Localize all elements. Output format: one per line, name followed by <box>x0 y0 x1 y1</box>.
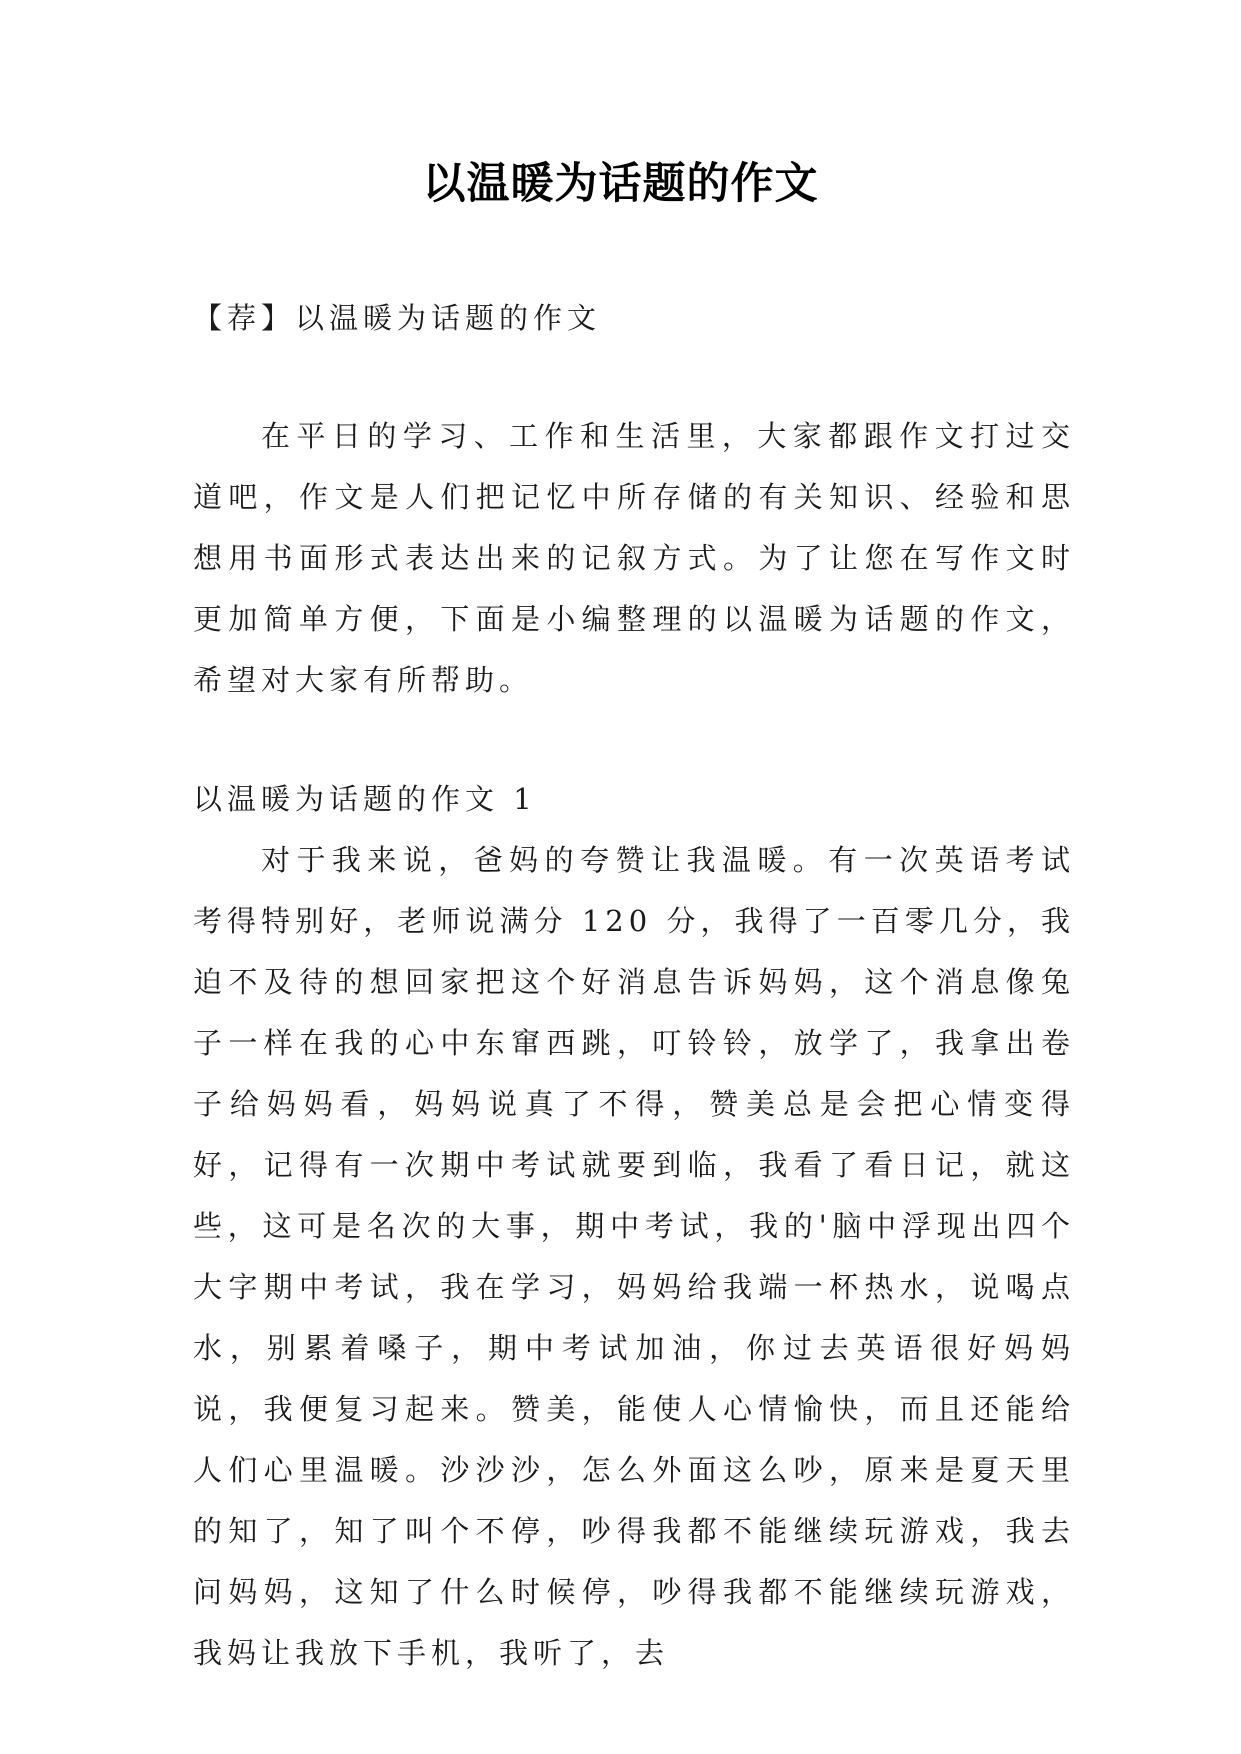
section-heading: 以温暖为话题的作文 1 <box>193 782 537 816</box>
document-body <box>193 288 1075 1684</box>
document-title: 以温暖为话题的作文 <box>422 159 819 209</box>
intro-paragraph: 在平日的学习、工作和生活里，大家都跟作文打过交道吧，作文是人们把记忆中所存储的有关知识、经验和思想用书面形式表达出来的记叙方式。为了让您在写作文时更加简单方便，下面是小编整理的以温暖为话题的作文，希望对大家有所帮助。 <box>193 419 1075 697</box>
recommend-line: 【荐】以温暖为话题的作文 <box>193 301 602 335</box>
section-paragraph: 对于我来说，爸妈的夸赞让我温暖。有一次英语考试考得特别好，老师说满分 120 分，我得了一百零几分，我迫不及待的想回家把这个好消息告诉妈妈，这个消息像兔子一样在我的心中东窜西跳，叮铃铃，放学了，我拿出卷子给妈妈看，妈妈说真了不得，赞美总是会把心情变得好，记得有一次期中考试就要到临，我看了看日记，就这些，这可是名次的大事，期中考试，我的'脑中浮现出四个大字期中考试，我在学习，妈妈给我端一杯热水，说喝点水，别累着嗓子，期中考试加油，你过去英语很好妈妈说，我便复习起来。赞美，能使人心情愉快，而且还能给人们心里温暖。沙沙沙，怎么外面这么吵，原来是夏天里的知了，知了叫个不停，吵得我都不能继续玩游戏，我去问妈妈，这知了什么时候停，吵得我都不能继续玩游戏，我妈让我放下手机，我听了，去 <box>193 843 1075 1670</box>
